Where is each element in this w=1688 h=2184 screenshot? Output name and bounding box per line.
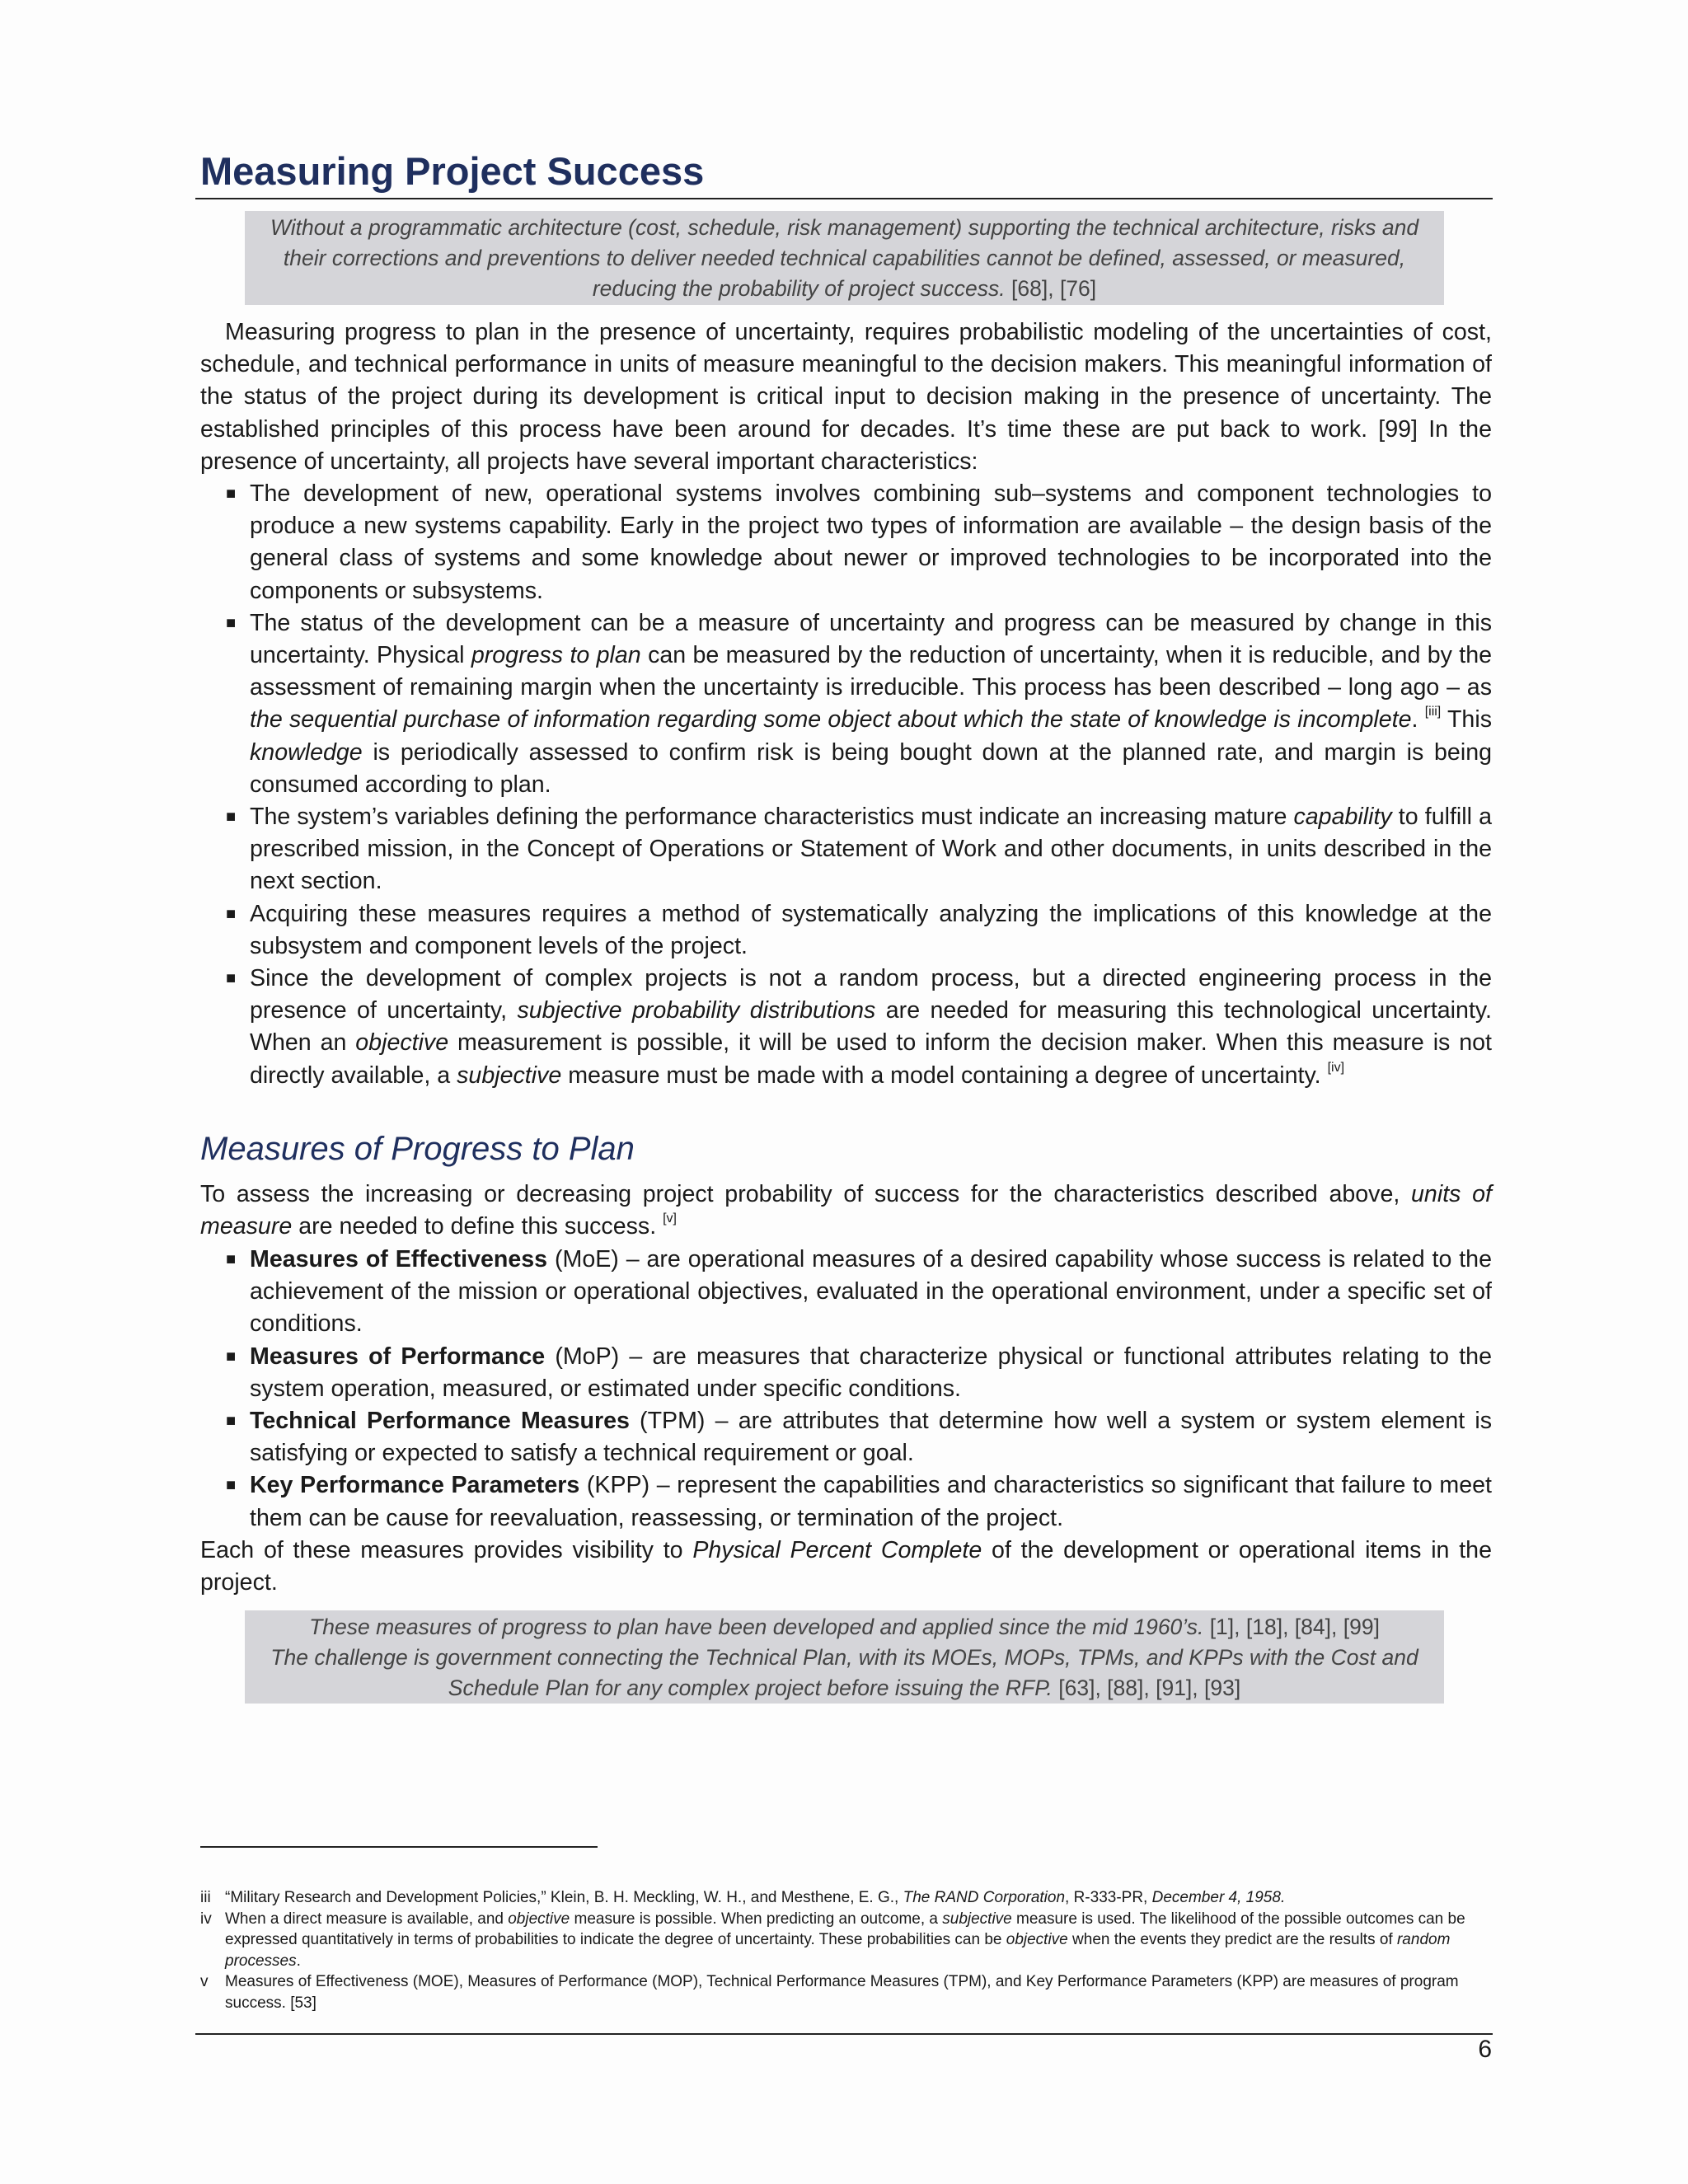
emphasis-text: random processes (225, 1931, 1451, 1970)
callout-references: [1], [18], [84], [99] (1203, 1615, 1380, 1639)
measure-abbreviation: (MoP) (545, 1343, 620, 1370)
list-item-text: – are operational measures of a desired capability whose success is related to the achievement of the mission or operational objectives, evaluated in the operational environment, under a specific set of conditions. (250, 1246, 1492, 1338)
callout-quote-text: The challenge is government connecting the Technical Plan, with its MOEs, MOPs, TPMs, and KPPs with the Cost and Schedule Plan for any complex project before issuing the RFP. (270, 1645, 1418, 1700)
footnote-text: . (296, 1952, 301, 1970)
measure-abbreviation: (KPP) (579, 1472, 650, 1499)
list-item-text: The development of new, operational systems involves combining sub–systems and component technologies to produce a new systems capability. Early in the project two types of information are available – the design basis of the general class of systems and some knowledge about newer or improved technologies to be incorporated into the components or subsystems. (250, 480, 1492, 604)
callout-references: [68], [76] (1005, 276, 1097, 301)
footnote-text: When a direct measure is available, and (225, 1910, 509, 1928)
measures-intro-paragraph (200, 1179, 1492, 1243)
page-title: Measuring Project Success (200, 149, 705, 193)
title-divider (195, 198, 1493, 199)
list-item-text: measure must be made with a model containing a degree of uncertainty. (561, 1062, 1328, 1089)
measure-term: Measures of Performance (250, 1343, 546, 1370)
emphasis-text: units of measure (200, 1181, 1492, 1240)
list-item-text: The system’s variables defining the performance characteristics must indicate an increasing mature (250, 804, 1294, 831)
emphasis-text: objective (355, 1029, 449, 1057)
bullet-icon: ■ (226, 1412, 237, 1431)
emphasis-text: subjective (942, 1910, 1012, 1928)
list-item-text: . (1411, 706, 1425, 733)
list-item-text: Acquiring these measures requires a method of systematically analyzing the implications of this knowledge at the subsystem and component levels of the project. (250, 900, 1492, 959)
list-item-text: Since the development of complex projects is not a random process, but a directed engineering process in the presence of uncertainty, (250, 965, 1492, 1024)
bullet-icon: ■ (226, 808, 237, 827)
paragraph-text: of the development or operational items in the project. (200, 1537, 1492, 1596)
measures-list (200, 1244, 1492, 1535)
footnote-v (200, 1971, 1492, 2013)
measure-abbreviation: (MoE) (547, 1246, 619, 1272)
list-item (200, 801, 1492, 898)
list-item-text: The status of the development can be a measure of uncertainty and progress can be measured by change in this uncertainty. Physical (250, 609, 1492, 669)
list-item-text: can be measured by the reduction of uncertainty, when it is reducible, and by the assessment of remaining margin when the uncertainty is irreducible. This process has been described – long ago – as (250, 642, 1493, 701)
paragraph-text: are needed to define this success. (292, 1213, 663, 1240)
footnote-ref-iv[interactable]: [iv] (1327, 1060, 1345, 1075)
footnote-marker: iv (200, 1910, 212, 1928)
list-item (200, 1405, 1492, 1469)
list-item-text: is periodically assessed to confirm risk is being bought down at the planned rate, and margin is being consumed according to plan. (250, 738, 1492, 798)
footnote-text: when the events they predict are the results of (1067, 1931, 1397, 1948)
emphasis-text: Physical Percent Complete (692, 1537, 982, 1563)
footnote-text: Measures of Effectiveness (MOE), Measures of Performance (MOP), Technical Performance Measures (TPM), and Key Performance Parameters (KPP) are measures of program success. [53] (225, 1973, 1459, 2012)
emphasis-text: subjective probability distributions (517, 997, 876, 1024)
footnote-marker: v (200, 1973, 209, 1990)
footnote-ref-iii[interactable]: [iii] (1424, 705, 1442, 719)
callout-quote-text: These measures of progress to plan have been developed and applied since the mid 1960’s. (309, 1615, 1204, 1639)
visibility-paragraph (200, 1535, 1492, 1599)
measure-term: Technical Performance Measures (250, 1408, 630, 1435)
list-item (200, 1469, 1492, 1534)
emphasis-text: The RAND Corporation (903, 1889, 1066, 1906)
footnote-marker: iii (200, 1889, 211, 1906)
emphasis-text: objective (1006, 1931, 1068, 1948)
footnote-iii (200, 1887, 1492, 1909)
list-item (200, 898, 1492, 963)
bullet-icon: ■ (226, 969, 237, 988)
list-item (200, 1244, 1492, 1341)
list-item (200, 963, 1492, 1092)
bullet-icon: ■ (226, 1347, 237, 1366)
paragraph-text: Each of these measures provides visibility to (200, 1537, 693, 1563)
list-item-text: This (1441, 706, 1492, 733)
section-subheading: Measures of Progress to Plan (200, 1131, 635, 1167)
emphasis-text: progress to plan (471, 642, 641, 669)
emphasis-text: the sequential purchase of information regarding some object about which the state of knowledge is incomplete (250, 706, 1412, 733)
bullet-icon: ■ (226, 485, 237, 503)
list-item-text: – represent the capabilities and characteristics so significant that failure to meet them can be cause for reevaluation, reassessing, or termination of the project. (250, 1472, 1492, 1531)
list-item (200, 478, 1492, 607)
emphasis-text: knowledge (250, 738, 363, 766)
intro-paragraph: Measuring progress to plan in the presence of uncertainty, requires probabilistic modeling of the uncertainties of cost, schedule, and technical performance in units of measure meaningful to the decision makers. This meaningful information of the status of the project during its development is critical input to decision making in the presence of uncertainty. The established principles of this process have been around for decades. It’s time these are put back to work. [99] In the presence of uncertainty, all projects have several important characteristics: (200, 319, 1492, 475)
list-item-text: measurement is possible, it will be used to inform the decision maker. When this measure is not directly available, a (250, 1029, 1492, 1089)
emphasis-text: December 4, 1958. (1151, 1889, 1286, 1906)
footnote-ref-v[interactable]: [v] (663, 1212, 677, 1226)
list-item-text: – are attributes that determine how well a system or system element is satisfying or expected to satisfy a technical requirement or goal. (250, 1408, 1492, 1467)
list-item-text: to fulfill a prescribed mission, in the Concept of Operations or Statement of Work and other documents, in units described in the next section. (250, 804, 1492, 895)
footnote-text: measure is used. The likelihood of the possible outcomes can be expressed quantitatively in terms of probabilities to indicate the degree of uncertainty. These probabilities can be (225, 1910, 1465, 1948)
list-item-text: – are measures that characterize physical or functional attributes relating to the system operation, measured, or estimated under specific conditions. (250, 1343, 1492, 1402)
callout-quote-top (245, 211, 1444, 305)
measure-term: Measures of Effectiveness (250, 1246, 548, 1272)
list-item (200, 1341, 1492, 1405)
footer-divider (195, 2033, 1493, 2035)
footnote-text: measure is possible. When predicting an outcome, a (570, 1910, 943, 1928)
list-item-text: are needed for measuring this technological uncertainty. When an (250, 997, 1493, 1057)
emphasis-text: capability (1293, 804, 1392, 831)
footnote-text: , R-333-PR, (1065, 1889, 1152, 1906)
list-item (200, 607, 1492, 801)
bullet-icon: ■ (226, 613, 237, 632)
footnote-text: “Military Research and Development Policies,” Klein, B. H. Meckling, W. H., and Mesthene, E. G., (225, 1889, 903, 1906)
callout-references: [63], [88], [91], [93] (1052, 1675, 1241, 1700)
bullet-icon: ■ (226, 1476, 237, 1495)
measure-term: Key Performance Parameters (250, 1472, 580, 1499)
measure-abbreviation: (TPM) (629, 1408, 706, 1435)
emphasis-text: objective (508, 1910, 570, 1928)
paragraph-text: To assess the increasing or decreasing project probability of success for the characteristics described above, (200, 1181, 1412, 1207)
bullet-icon: ■ (226, 904, 237, 923)
footnotes (200, 1887, 1492, 2013)
callout-quote-bottom (245, 1610, 1444, 1704)
characteristics-list (200, 478, 1492, 1092)
footnote-divider (200, 1846, 598, 1848)
bullet-icon: ■ (226, 1250, 237, 1268)
footnote-iv (200, 1909, 1492, 1972)
emphasis-text: subjective (457, 1062, 562, 1089)
callout-quote-text: Without a programmatic architecture (cost, schedule, risk management) supporting the technical architecture, risks and their corrections and preventions to deliver needed technical capabilities cannot be defined, assessed, or measured, reducing the probability of project success. (270, 215, 1419, 301)
page-number: 6 (1478, 2036, 1492, 2063)
